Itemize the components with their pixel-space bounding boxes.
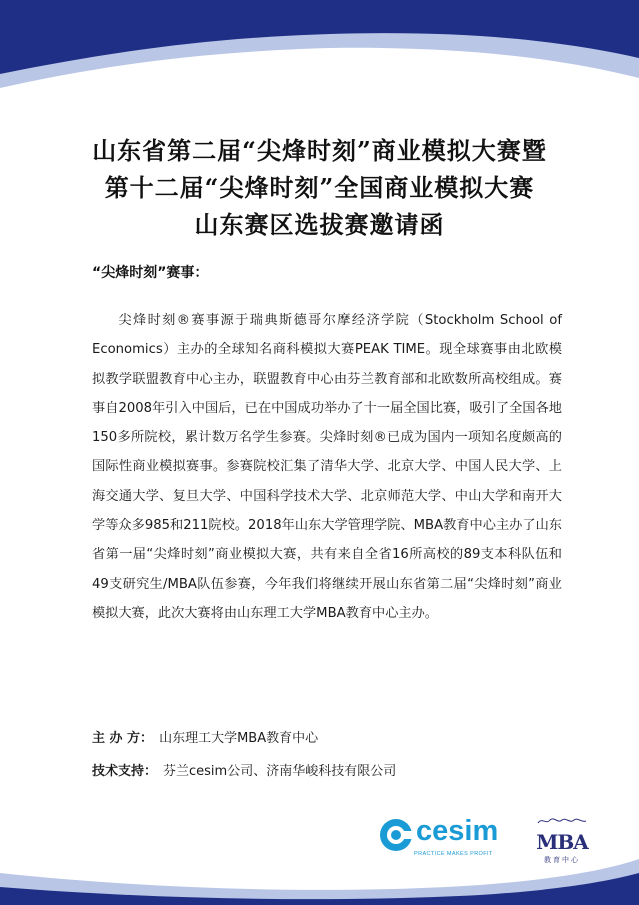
bottom-wave-decoration <box>0 785 639 905</box>
title-line-2: 第十二届“尖烽时刻”全国商业模拟大赛 <box>104 173 535 202</box>
invitation-title <box>0 132 639 243</box>
organizer-label: 主 办 方： <box>92 731 154 746</box>
mba-wordmark: MBA <box>536 830 588 854</box>
organizer-row <box>92 727 318 746</box>
title-line-3: 山东赛区选拔赛邀请函 <box>194 210 445 239</box>
organizer-value: 山东理工大学MBA教育中心 <box>159 731 319 746</box>
tech-support-label: 技术支持： <box>92 764 158 779</box>
event-description <box>92 306 562 628</box>
cesim-wordmark: cesim <box>416 815 499 847</box>
body-paragraph: 尖烽时刻®赛事源于瑞典斯德哥尔摩经济学院（Stockholm School of Economics）主办的全球知名商科模拟大赛PEAK TIME。现全球赛事由北欧模拟教学联盟教育中心主办，联盟教育中心由芬兰教育部和北欧数所高校组成。赛事自2008年引入中国后，已在中国成功举办了十一届全国比赛，吸引了全国各地150多所院校，累计数万名学生参赛。尖烽时刻®已成为国内一项知名度颇高的国际性商业模拟赛事。参赛院校汇集了清华大学、北京大学、中国人民大学、上海交通大学、复旦大学、中国科学技术大学、北京师范大学、中山大学和南开大学等众多985和211院校。2018年山东大学管理学院、MBA教育中心主办了山东省第一届“尖烽时刻”商业模拟大赛，共有来自全省16所高校的89支本科队伍和49支研究生/MBA队伍参赛，今年我们将继续开展山东省第二届“尖烽时刻”商业模拟大赛，此次大赛将由山东理工大学MBA教育中心主办。 <box>92 313 562 621</box>
title-line-1: 山东省第二届“尖烽时刻”商业模拟大赛暨 <box>92 136 547 165</box>
section-heading: “尖烽时刻”赛事： <box>92 265 209 281</box>
tech-support-row <box>92 760 396 779</box>
top-wave-decoration <box>0 0 639 140</box>
tech-support-value: 芬兰cesim公司、济南华峻科技有限公司 <box>163 764 397 779</box>
cesim-tagline: PRACTICE MAKES PROFIT <box>414 851 493 857</box>
mba-subtitle: 教育中心 <box>544 856 580 864</box>
